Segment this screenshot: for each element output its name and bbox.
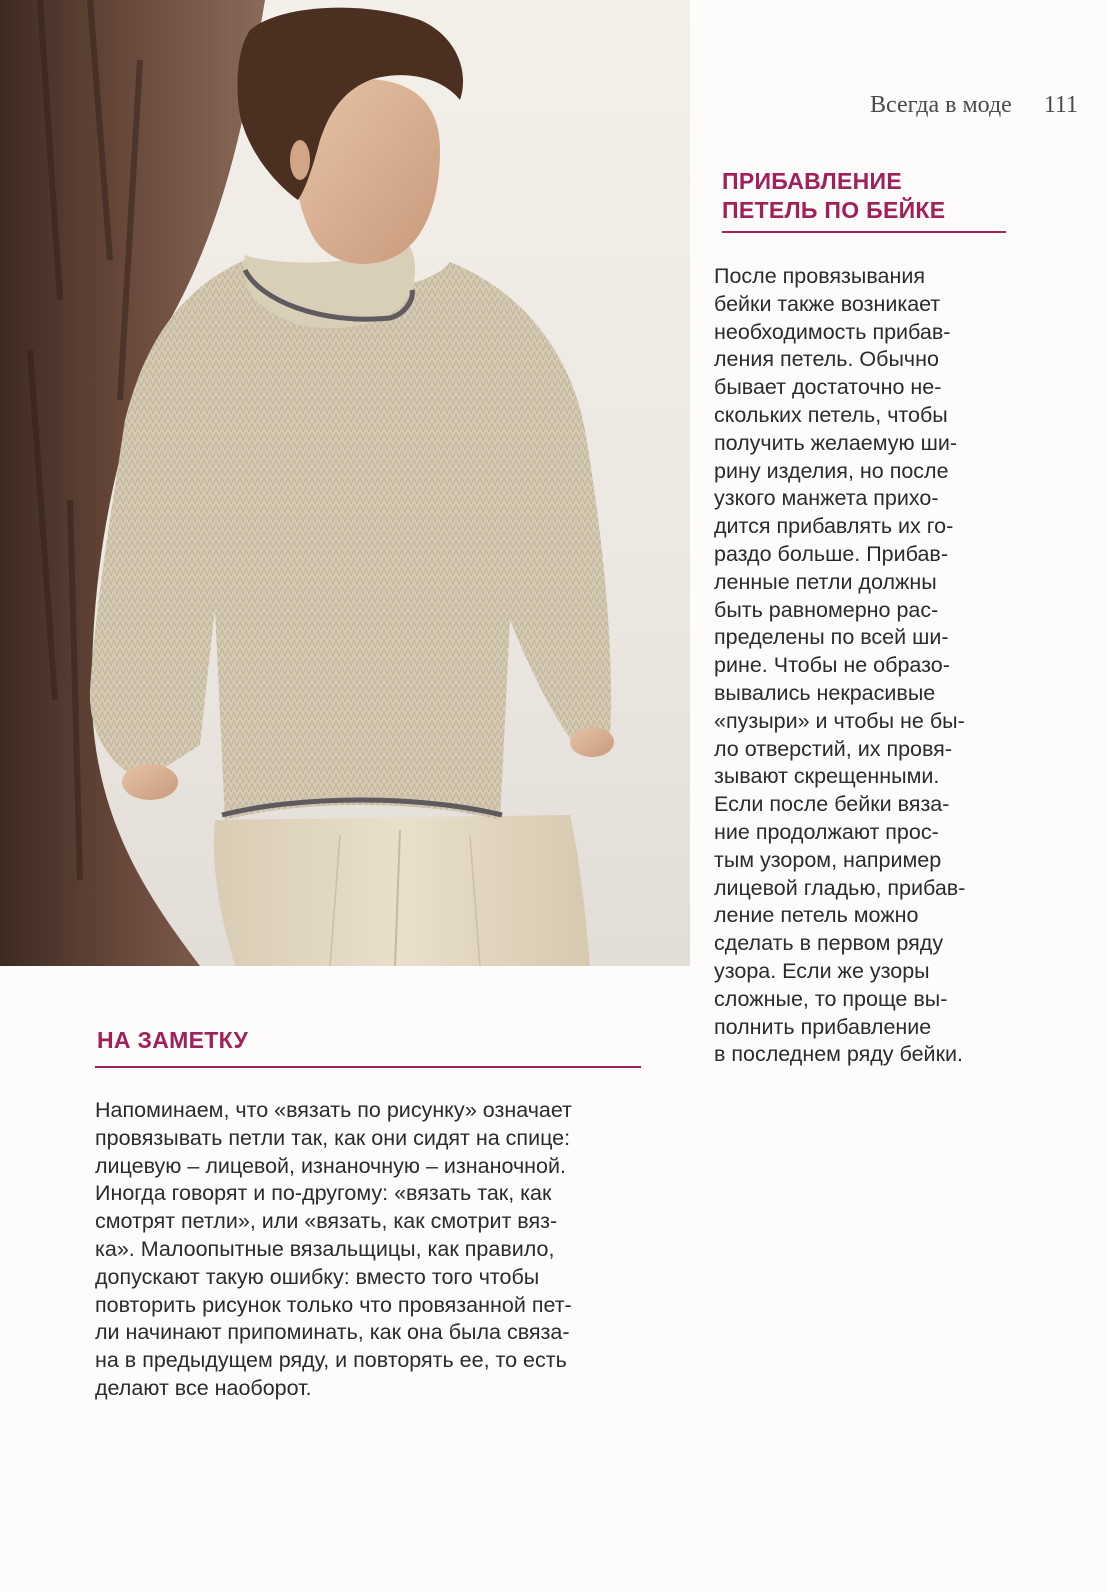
- paragraph-line: скольких петель, чтобы: [714, 402, 948, 427]
- note-line: на в предыдущем ряду, и повторять ее, то есть: [95, 1348, 567, 1373]
- paragraph-line: сделать в первом ряду: [714, 931, 944, 956]
- paragraph-line: «пузыри» и чтобы не бы-: [714, 708, 965, 733]
- note-line: провязывать петли так, как они сидят на спице:: [95, 1125, 571, 1150]
- sweater-illustration: [0, 0, 690, 966]
- running-header: [870, 92, 1078, 119]
- sidebar-article-title: [722, 167, 945, 225]
- paragraph-line: сложные, то проще вы-: [714, 986, 948, 1011]
- paragraph-line: рине. Чтобы не образо-: [714, 653, 950, 678]
- note-line: ка». Малоопытные вязальщицы, как правило,: [95, 1236, 555, 1261]
- paragraph-line: ние продолжают прос-: [714, 819, 939, 844]
- paragraph-line: ления петель. Обычно: [714, 347, 939, 372]
- sidebar-title-line: ПЕТЕЛЬ ПО БЕЙКЕ: [722, 197, 946, 223]
- paragraph-line: бывает достаточно не-: [714, 375, 942, 400]
- note-title-rule: [95, 1066, 641, 1068]
- paragraph-line: зывают скрещенными.: [714, 764, 940, 789]
- paragraph-line: полнить прибавление: [714, 1014, 932, 1039]
- note-line: Иногда говорят и по-другому: «вязать так, как: [95, 1181, 552, 1206]
- paragraph-line: узора. Если же узоры: [714, 958, 930, 983]
- paragraph-line: Если после бейки вяза-: [714, 792, 950, 817]
- paragraph-line: После провязывания: [714, 264, 925, 288]
- paragraph-line: лицевой гладью, прибав-: [714, 875, 966, 900]
- paragraph-line: рину изделия, но после: [714, 458, 949, 483]
- note-line: лицевую – лицевой, изнаночную – изнаночной.: [95, 1153, 566, 1178]
- paragraph-line: бейки также возникает: [714, 291, 941, 316]
- paragraph-line: в последнем ряду бейки.: [714, 1042, 963, 1067]
- paragraph-line: быть равномерно рас-: [714, 597, 939, 622]
- note-line: делают все наоборот.: [95, 1375, 312, 1400]
- trousers: [214, 815, 590, 966]
- note-line: повторить рисунок только что провязанной пет-: [95, 1292, 572, 1317]
- paragraph-line: вывались некрасивые: [714, 680, 936, 705]
- paragraph-line: дится прибавлять их го-: [714, 514, 954, 539]
- paragraph-line: необходимость прибав-: [714, 319, 951, 344]
- sidebar-title-rule: [722, 231, 1006, 233]
- note-title: НА ЗАМЕТКУ: [97, 1027, 249, 1053]
- sidebar-article-body: [714, 263, 965, 1069]
- paragraph-line: тым узором, например: [714, 847, 942, 872]
- paragraph-line: узкого манжета прихо-: [714, 486, 939, 511]
- note-line: допускают такую ошибку: вместо того чтобы: [95, 1264, 540, 1289]
- note-line: ли начинают припоминать, как она была связа-: [95, 1320, 570, 1345]
- running-title: Всегда в моде: [870, 92, 1012, 118]
- sidebar-title-line: ПРИБАВЛЕНИЕ: [722, 168, 902, 194]
- paragraph-line: ло отверстий, их провя-: [714, 736, 952, 761]
- note-body: [95, 1097, 572, 1403]
- paragraph-line: раздо больше. Прибав-: [714, 541, 949, 566]
- note-line: Напоминаем, что «вязать по рисунку» означает: [95, 1098, 572, 1122]
- paragraph-line: ление петель можно: [714, 903, 919, 928]
- sweater-photo: [0, 0, 690, 966]
- paragraph-line: пределены по всей ши-: [714, 625, 949, 650]
- paragraph-line: ленные петли должны: [714, 569, 937, 594]
- note-line: смотрят петли», или «вязать, как смотрит вяз-: [95, 1209, 558, 1234]
- page-number: 111: [1043, 92, 1079, 118]
- paragraph-line: получить желаемую ши-: [714, 430, 958, 455]
